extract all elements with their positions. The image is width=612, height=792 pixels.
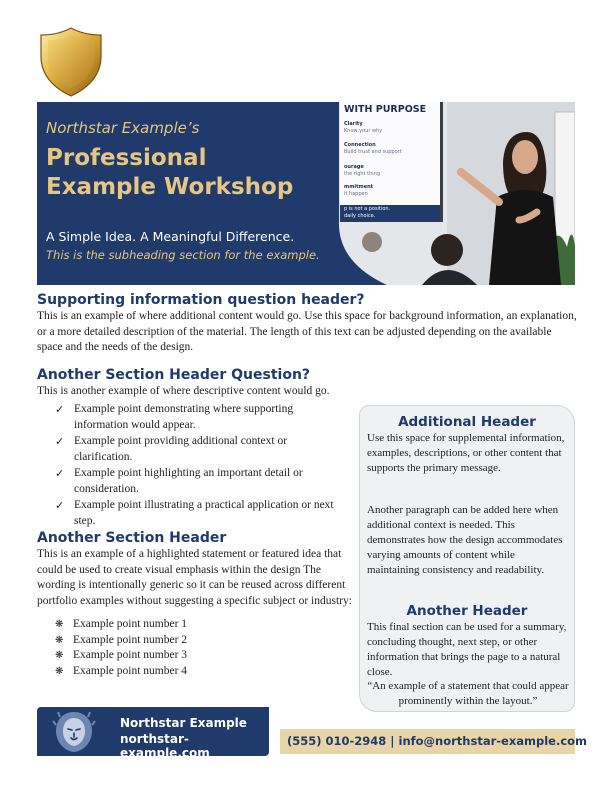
section3-body: This is an example of a highlighted statement or featured idea that could be used to create visual emphasis within the design The wording is intentionally generic so it can be reused across different portfolio examples without suggesting a specific subject or industry:	[37, 548, 352, 607]
star-bullet-icon: ❋	[55, 650, 64, 661]
sidebar-box	[359, 405, 575, 712]
screen-item: Clarity Know your why	[344, 121, 383, 134]
sidebar-paragraph: Another paragraph can be added here when additional context is needed. This demonstrates how the design accommodates varying amounts of content while maintaining consistency and readability.	[367, 504, 563, 576]
section3-heading: Another Section Header	[37, 530, 227, 546]
section2-intro: This is another example of where descriptive content would go.	[37, 385, 330, 397]
footer-contact-bar	[280, 729, 588, 754]
footer-contact[interactable]: (555) 010-2948 | info@northstar-example.com	[287, 734, 588, 748]
list-item: ✓ Example point highlighting an important detail or consideration.	[55, 467, 303, 495]
footer-name: Northstar Example	[120, 716, 247, 730]
check-icon: ✓	[55, 435, 65, 448]
screen-item: Connection Build trust and support	[344, 142, 402, 155]
screen-title: WITH PURPOSE	[344, 104, 427, 115]
list-item: ✓ Example point illustrating a practical application or next step.	[55, 499, 334, 527]
check-icon: ✓	[55, 467, 65, 480]
check-icon: ✓	[55, 403, 65, 416]
screen-item: ourage the right thing	[344, 164, 380, 177]
footer-website[interactable]: northstar-example.com	[120, 732, 210, 760]
list-item: ❋ Example point number 2	[55, 633, 335, 649]
hero-tagline: A Simple Idea. A Meaningful Difference.	[46, 229, 295, 244]
sidebar-heading: Additional Header	[398, 414, 536, 430]
section1-body: This is an example of where additional content would go. Use this space for background information, an explanation, or a more detailed description of the material. The length of this text can be adjusted depending on the available space and the needs of the design.	[37, 310, 577, 353]
screen-footer: p is not a position. daily choice.	[340, 205, 440, 222]
shield-icon	[38, 26, 104, 98]
star-bullet-icon: ❋	[55, 619, 64, 630]
footer-brand	[37, 707, 269, 760]
section2-checklist	[55, 402, 345, 530]
lion-icon	[51, 709, 97, 755]
sidebar-paragraph: Use this space for supplemental information, examples, descriptions, or other content that supports the primary message.	[367, 432, 565, 474]
sidebar-heading: Another Header	[406, 603, 528, 619]
section3-list	[55, 617, 335, 679]
list-item: ❋ Example point number 4	[55, 664, 335, 680]
check-icon: ✓	[55, 499, 65, 512]
list-item: ✓ Example point providing additional context or clarification.	[55, 435, 288, 463]
sidebar-quote: “An example of a statement that could appear prominently within the layout.”	[367, 680, 569, 707]
hero-title: Professional Example Workshop	[46, 145, 294, 200]
section2-heading: Another Section Header Question?	[37, 367, 311, 383]
screen-item: mmitment it happen	[344, 184, 374, 197]
sidebar-paragraph: This final section can be used for a summary, concluding thought, next step, or other information that brings the page to a natural close.	[367, 621, 567, 678]
hero-subheading: This is the subheading section for the example.	[46, 248, 320, 262]
star-bullet-icon: ❋	[55, 665, 64, 677]
list-item: ✓ Example point demonstrating where supporting information would appear.	[55, 403, 294, 431]
section1-heading: Supporting information question header?	[37, 292, 365, 308]
hero-kicker: Northstar Example’s	[46, 119, 200, 137]
list-item: ❋ Example point number 1	[55, 617, 335, 633]
hero-banner	[37, 102, 575, 285]
star-bullet-icon: ❋	[55, 634, 64, 646]
list-item: ❋ Example point number 3	[55, 648, 335, 664]
